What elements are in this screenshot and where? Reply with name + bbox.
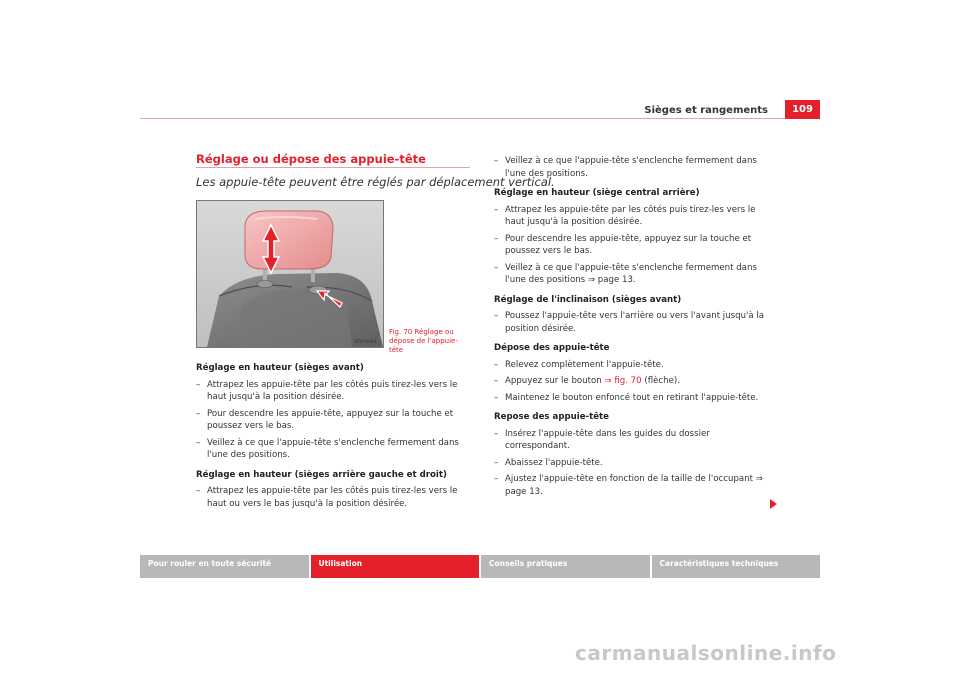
footer-tab-specs[interactable]: Caractéristiques techniques (652, 555, 821, 578)
figure-caption (389, 328, 469, 355)
footer-nav (140, 555, 820, 578)
list-item: – Insérez l'appuie-tête dans les guides du dossier correspondant. (494, 428, 710, 451)
section-title: Réglage ou dépose des appuie-tête (196, 152, 426, 166)
list-item: – Attrapez les appuie-tête par les côtés puis tirez-les vers le haut jusqu'à la position désirée. (196, 379, 458, 402)
list-item: – Veillez à ce que l'appuie-tête s'enclenche fermement dans l'une des positions ⇒ page 13. (494, 262, 757, 285)
list-item: – Maintenez le bouton enfoncé tout en retirant l'appuie-tête. (494, 392, 759, 403)
list-item: – Pour descendre les appuie-tête, appuyez sur la touche et poussez vers le bas. (196, 408, 454, 431)
subheading: Dépose des appuie-tête (494, 343, 610, 353)
header-rule (140, 118, 820, 119)
list-item: – Appuyez sur le bouton ⇒ fig. 70 (flèche). (494, 376, 680, 386)
headrest-illustration (197, 201, 383, 347)
subheading: Réglage en hauteur (siège central arrière) (494, 188, 700, 198)
figure-caption-line: Fig. 70 Réglage ou (389, 328, 454, 336)
section-intro: Les appuie-tête peuvent être réglés par déplacement vertical. (196, 175, 555, 189)
list-item: – Relevez complètement l'appuie-tête. (494, 359, 664, 370)
headrest-figure (196, 200, 384, 348)
footer-tab-usage[interactable]: Utilisation (311, 555, 480, 578)
page-number: 109 (785, 100, 820, 119)
figure-link[interactable]: ⇒ fig. 70 (604, 376, 642, 386)
chapter-title: Sièges et rangements (644, 105, 768, 116)
figure-caption-line: dépose de l'appuie-tête (389, 337, 458, 354)
left-column (196, 362, 468, 510)
list-item: – Ajustez l'appuie-tête en fonction de la taille de l'occupant ⇒ page 13. (494, 474, 763, 497)
list-item: – Pour descendre les appuie-tête, appuyez sur la touche et poussez vers le bas. (494, 233, 752, 256)
figure-code: B5P-0064 (355, 340, 377, 345)
footer-tab-tips[interactable]: Conseils pratiques (481, 555, 650, 578)
footer-tab-safety[interactable]: Pour rouler en toute sécurité (140, 555, 309, 578)
subheading: Réglage en hauteur (sièges avant) (196, 363, 364, 373)
list-item: – Abaissez l'appuie-tête. (494, 457, 603, 468)
next-page-arrow-icon[interactable] (770, 499, 777, 509)
section-rule (196, 167, 470, 168)
list-item: – Veillez à ce que l'appuie-tête s'enclenche fermement dans l'une des positions. (494, 156, 757, 179)
list-item: – Poussez l'appuie-tête vers l'arrière ou vers l'avant jusqu'à la position désirée. (494, 311, 765, 334)
subheading: Réglage de l'inclinaison (sièges avant) (494, 294, 682, 305)
list-item: – Veillez à ce que l'appuie-tête s'enclenche fermement dans l'une des positions. (196, 437, 459, 460)
subheading: Repose des appuie-tête (494, 412, 609, 422)
list-item: – Attrapez les appuie-tête par les côtés puis tirez-les vers le haut ou vers le bas jusqu'à la position désirée. (196, 486, 458, 509)
subheading: Réglage en hauteur (sièges arrière gauche et droit) (196, 469, 447, 480)
right-column (494, 155, 774, 498)
watermark: carmanualsonline.info (575, 641, 837, 665)
list-item: – Attrapez les appuie-tête par les côtés puis tirez-les vers le haut jusqu'à la position désirée. (494, 204, 756, 227)
